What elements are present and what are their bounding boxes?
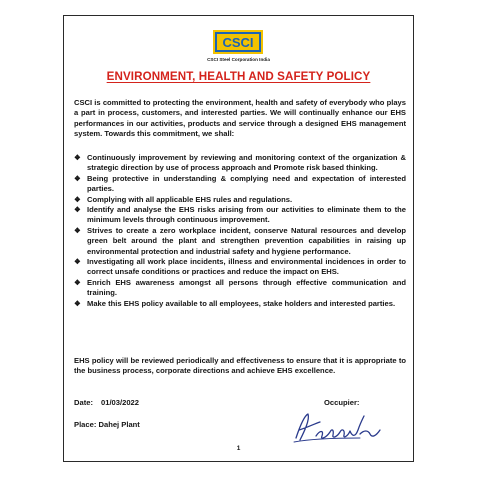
place-label: Place: Dahej Plant (74, 420, 140, 429)
diamond-bullet-icon: ❖ (74, 298, 81, 308)
signature (290, 408, 385, 446)
list-item-text: Continuously improvement by reviewing and monitoring context of the organization & strategic direction by use of process approach and Promote risk based thinking. (87, 153, 406, 173)
list-item (74, 205, 406, 226)
date-value: 01/03/2022 (101, 398, 140, 407)
diamond-bullet-icon: ❖ (74, 257, 81, 267)
diamond-bullet-icon: ❖ (74, 153, 81, 162)
list-item-text: Being protective in understanding & complying need and expectation of interested parties. (87, 173, 406, 194)
logo-text: CSCI (222, 35, 254, 50)
policy-list (74, 153, 406, 309)
date-label: Date: (74, 398, 93, 407)
diamond-bullet-icon: ❖ (74, 173, 81, 183)
diamond-bullet-icon: ❖ (74, 277, 81, 287)
occupier-label: Occupier: (324, 398, 360, 407)
date-line (74, 398, 139, 407)
list-item (74, 226, 406, 257)
diamond-bullet-icon: ❖ (74, 205, 81, 215)
list-item-text: Investigating all work place incidents, illness and environmental incidences in order to correct unsafe conditions or practices and reduce the impact on EHS. (87, 257, 406, 277)
company-name: CSCI Steel Corporation India (207, 57, 270, 62)
closing-paragraph: EHS policy will be reviewed periodically and effectiveness to ensure that it is appropriate to the business process, corporate directions and achieve EHS excellence. (74, 356, 406, 376)
company-logo (213, 30, 263, 54)
list-item (74, 195, 406, 205)
list-item (74, 257, 406, 278)
list-item-text: Enrich EHS awareness amongst all persons through effective communication and training. (87, 277, 406, 298)
list-item-text: Identify and analyse the EHS risks arising from our activities to eliminate them to the minimum levels through continuous improvement. (87, 205, 406, 225)
diamond-bullet-icon: ❖ (74, 225, 81, 235)
list-item-text: Make this EHS policy available to all employees, stake holders and interested parties. (87, 298, 396, 308)
list-item (74, 174, 406, 195)
page-title: ENVIRONMENT, HEALTH AND SAFETY POLICY (106, 70, 371, 83)
list-item (74, 299, 406, 309)
list-item-text: Complying with all applicable EHS rules and regulations. (87, 194, 293, 204)
diamond-bullet-icon: ❖ (74, 194, 81, 204)
list-item-text: Strives to create a zero workplace incident, conserve Natural resources and develop green belt around the plant and strengthen prevention capabilities in raising up environmental protection and industrial safety and hygiene performance. (87, 225, 406, 256)
list-item (74, 153, 406, 174)
list-item (74, 278, 406, 299)
intro-paragraph: CSCI is committed to protecting the environment, health and safety of everybody who plays a part in process, customers, and interested parties. We will continually enhance our EHS performances in our activities, products and service through a designed EHS management system. Towards this commitment, we shall: (74, 98, 406, 139)
page-number: 1 (236, 445, 241, 452)
